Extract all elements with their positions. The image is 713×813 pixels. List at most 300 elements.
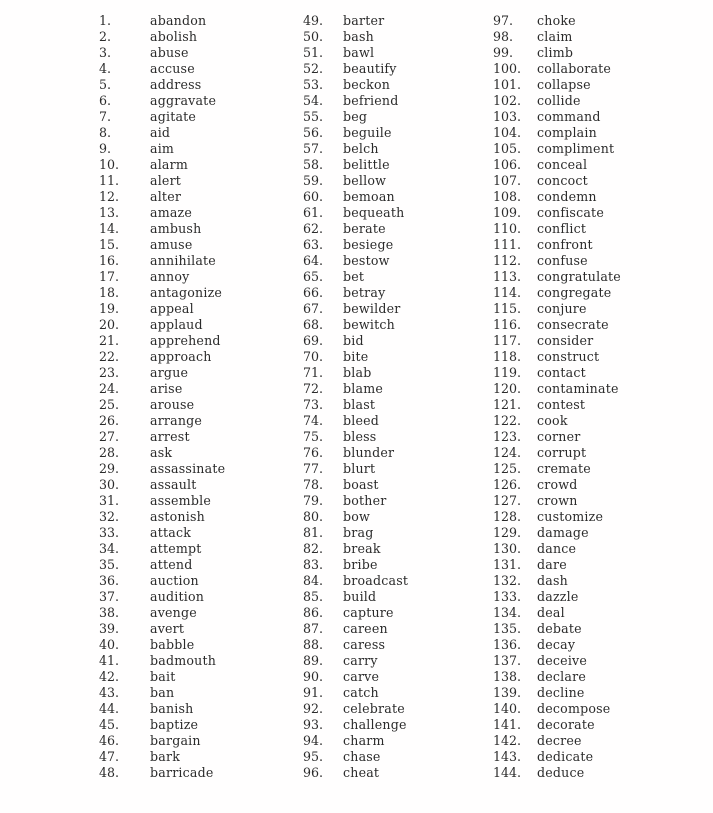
item-word: beckon xyxy=(343,77,391,92)
list-item xyxy=(493,621,621,637)
list-item xyxy=(99,141,225,157)
list-item xyxy=(99,589,225,605)
item-number: 15. xyxy=(99,237,120,252)
item-number: 43. xyxy=(99,685,120,700)
list-item xyxy=(99,637,225,653)
list-item xyxy=(99,109,225,125)
item-word: bewitch xyxy=(343,317,395,332)
item-number: 98. xyxy=(493,29,514,44)
item-number: 141. xyxy=(493,717,522,732)
item-word: contest xyxy=(537,397,586,412)
item-word: conflict xyxy=(537,221,587,236)
list-item xyxy=(493,237,621,253)
list-item xyxy=(303,301,408,317)
list-item xyxy=(493,301,621,317)
list-item xyxy=(303,29,408,45)
list-item xyxy=(303,621,408,637)
item-number: 17. xyxy=(99,269,120,284)
list-item xyxy=(99,429,225,445)
item-word: break xyxy=(343,541,381,556)
item-word: decree xyxy=(537,733,582,748)
item-number: 56. xyxy=(303,125,324,140)
item-word: bash xyxy=(343,29,374,44)
list-item xyxy=(493,77,621,93)
item-number: 133. xyxy=(493,589,522,604)
item-number: 12. xyxy=(99,189,120,204)
item-word: bewilder xyxy=(343,301,401,316)
item-word: dedicate xyxy=(537,749,594,764)
item-number: 70. xyxy=(303,349,324,364)
item-number: 85. xyxy=(303,589,324,604)
item-word: command xyxy=(537,109,601,124)
item-number: 136. xyxy=(493,637,522,652)
list-item xyxy=(303,541,408,557)
item-number: 39. xyxy=(99,621,120,636)
item-word: decay xyxy=(537,637,576,652)
item-number: 26. xyxy=(99,413,120,428)
item-number: 28. xyxy=(99,445,120,460)
item-word: collaborate xyxy=(537,61,612,76)
list-item xyxy=(493,269,621,285)
item-number: 52. xyxy=(303,61,324,76)
item-word: crowd xyxy=(537,477,578,492)
item-word: compliment xyxy=(537,141,615,156)
item-word: bawl xyxy=(343,45,375,60)
item-word: choke xyxy=(537,13,576,28)
list-item xyxy=(99,45,225,61)
item-word: damage xyxy=(537,525,589,540)
item-number: 81. xyxy=(303,525,324,540)
item-word: arise xyxy=(150,381,183,396)
item-word: belittle xyxy=(343,157,390,172)
list-item xyxy=(493,637,621,653)
list-item xyxy=(99,269,225,285)
item-number: 19. xyxy=(99,301,120,316)
list-item xyxy=(303,733,408,749)
item-word: babble xyxy=(150,637,195,652)
item-number: 32. xyxy=(99,509,120,524)
list-item xyxy=(303,365,408,381)
item-number: 90. xyxy=(303,669,324,684)
item-word: applaud xyxy=(150,317,203,332)
list-item xyxy=(303,493,408,509)
list-item xyxy=(303,749,408,765)
list-item xyxy=(303,349,408,365)
list-item xyxy=(493,157,621,173)
list-item xyxy=(303,429,408,445)
item-number: 66. xyxy=(303,285,324,300)
list-item xyxy=(493,733,621,749)
item-number: 7. xyxy=(99,109,112,124)
item-number: 100. xyxy=(493,61,522,76)
list-item xyxy=(99,381,225,397)
item-number: 18. xyxy=(99,285,120,300)
item-word: contact xyxy=(537,365,586,380)
item-word: avenge xyxy=(150,605,197,620)
item-word: deceive xyxy=(537,653,588,668)
item-word: attack xyxy=(150,525,192,540)
list-item xyxy=(493,461,621,477)
item-number: 57. xyxy=(303,141,324,156)
item-word: charm xyxy=(343,733,385,748)
list-item xyxy=(493,205,621,221)
item-number: 49. xyxy=(303,13,324,28)
list-item xyxy=(493,701,621,717)
item-number: 55. xyxy=(303,109,324,124)
item-number: 131. xyxy=(493,557,522,572)
item-number: 118. xyxy=(493,349,522,364)
list-item xyxy=(99,669,225,685)
list-item xyxy=(99,221,225,237)
item-number: 111. xyxy=(493,237,522,252)
list-item xyxy=(493,445,621,461)
item-word: betray xyxy=(343,285,386,300)
item-word: bite xyxy=(343,349,369,364)
item-word: consider xyxy=(537,333,594,348)
list-item xyxy=(493,397,621,413)
item-number: 22. xyxy=(99,349,120,364)
item-word: decorate xyxy=(537,717,595,732)
item-word: chase xyxy=(343,749,381,764)
list-item xyxy=(99,173,225,189)
item-word: auction xyxy=(150,573,199,588)
list-item xyxy=(493,717,621,733)
list-item xyxy=(303,189,408,205)
item-word: avert xyxy=(150,621,185,636)
item-number: 84. xyxy=(303,573,324,588)
item-number: 101. xyxy=(493,77,522,92)
item-number: 8. xyxy=(99,125,112,140)
item-word: ambush xyxy=(150,221,202,236)
item-word: dash xyxy=(537,573,568,588)
item-word: aim xyxy=(150,141,175,156)
item-number: 143. xyxy=(493,749,522,764)
item-word: blame xyxy=(343,381,383,396)
list-item xyxy=(99,733,225,749)
list-item xyxy=(303,173,408,189)
item-word: blast xyxy=(343,397,376,412)
item-word: confront xyxy=(537,237,593,252)
item-number: 87. xyxy=(303,621,324,636)
item-word: declare xyxy=(537,669,586,684)
item-word: abandon xyxy=(150,13,207,28)
item-number: 102. xyxy=(493,93,522,108)
item-number: 38. xyxy=(99,605,120,620)
list-item xyxy=(493,749,621,765)
list-item xyxy=(99,349,225,365)
item-number: 115. xyxy=(493,301,522,316)
item-word: arouse xyxy=(150,397,195,412)
list-item xyxy=(99,157,225,173)
item-number: 45. xyxy=(99,717,120,732)
list-item xyxy=(99,701,225,717)
list-item xyxy=(303,77,408,93)
list-item xyxy=(303,157,408,173)
item-number: 46. xyxy=(99,733,120,748)
item-word: contaminate xyxy=(537,381,619,396)
item-number: 37. xyxy=(99,589,120,604)
list-item xyxy=(99,445,225,461)
item-number: 105. xyxy=(493,141,522,156)
item-word: arrange xyxy=(150,413,203,428)
item-word: bargain xyxy=(150,733,201,748)
item-number: 77. xyxy=(303,461,324,476)
item-word: dazzle xyxy=(537,589,579,604)
item-word: collide xyxy=(537,93,581,108)
list-item xyxy=(493,573,621,589)
list-item xyxy=(99,333,225,349)
item-word: debate xyxy=(537,621,582,636)
item-number: 50. xyxy=(303,29,324,44)
item-word: bait xyxy=(150,669,176,684)
item-word: bemoan xyxy=(343,189,395,204)
item-word: aggravate xyxy=(150,93,217,108)
list-item xyxy=(99,13,225,29)
item-word: assault xyxy=(150,477,197,492)
list-item xyxy=(99,765,225,781)
list-item xyxy=(303,269,408,285)
list-item xyxy=(493,61,621,77)
item-word: capture xyxy=(343,605,394,620)
item-number: 121. xyxy=(493,397,522,412)
list-item xyxy=(303,525,408,541)
item-word: argue xyxy=(150,365,189,380)
list-item xyxy=(303,285,408,301)
item-word: construct xyxy=(537,349,600,364)
item-number: 72. xyxy=(303,381,324,396)
word-list-column-3 xyxy=(493,13,621,781)
item-word: conjure xyxy=(537,301,587,316)
item-word: appeal xyxy=(150,301,194,316)
item-word: befriend xyxy=(343,93,399,108)
list-item xyxy=(493,669,621,685)
item-word: boast xyxy=(343,477,379,492)
item-word: abuse xyxy=(150,45,189,60)
list-item xyxy=(99,189,225,205)
item-number: 129. xyxy=(493,525,522,540)
list-item xyxy=(99,685,225,701)
list-item xyxy=(99,61,225,77)
item-number: 106. xyxy=(493,157,522,172)
list-item xyxy=(493,285,621,301)
item-word: bribe xyxy=(343,557,378,572)
word-list-column-2 xyxy=(303,13,408,781)
item-word: bow xyxy=(343,509,371,524)
item-word: beguile xyxy=(343,125,392,140)
item-word: apprehend xyxy=(150,333,221,348)
item-number: 132. xyxy=(493,573,522,588)
list-item xyxy=(493,253,621,269)
item-number: 21. xyxy=(99,333,120,348)
item-word: aid xyxy=(150,125,171,140)
list-item xyxy=(99,125,225,141)
item-number: 23. xyxy=(99,365,120,380)
list-item xyxy=(493,29,621,45)
item-word: corrupt xyxy=(537,445,587,460)
item-number: 120. xyxy=(493,381,522,396)
item-word: claim xyxy=(537,29,573,44)
item-number: 51. xyxy=(303,45,324,60)
list-item xyxy=(493,413,621,429)
item-number: 35. xyxy=(99,557,120,572)
list-item xyxy=(493,493,621,509)
item-word: cheat xyxy=(343,765,380,780)
item-number: 94. xyxy=(303,733,324,748)
list-item xyxy=(99,285,225,301)
list-item xyxy=(303,701,408,717)
list-item xyxy=(303,317,408,333)
list-item xyxy=(99,237,225,253)
item-number: 80. xyxy=(303,509,324,524)
list-item xyxy=(493,189,621,205)
item-word: attend xyxy=(150,557,193,572)
item-word: customize xyxy=(537,509,604,524)
item-number: 88. xyxy=(303,637,324,652)
item-number: 5. xyxy=(99,77,112,92)
list-item xyxy=(99,557,225,573)
item-word: agitate xyxy=(150,109,197,124)
item-number: 30. xyxy=(99,477,120,492)
item-number: 76. xyxy=(303,445,324,460)
item-number: 112. xyxy=(493,253,522,268)
item-number: 113. xyxy=(493,269,522,284)
item-word: catch xyxy=(343,685,379,700)
item-word: bellow xyxy=(343,173,387,188)
item-word: bestow xyxy=(343,253,390,268)
item-number: 109. xyxy=(493,205,522,220)
item-number: 16. xyxy=(99,253,120,268)
list-item xyxy=(99,493,225,509)
list-item xyxy=(303,381,408,397)
list-item xyxy=(493,525,621,541)
list-item xyxy=(493,93,621,109)
list-item xyxy=(303,141,408,157)
list-item xyxy=(303,685,408,701)
item-number: 31. xyxy=(99,493,120,508)
list-item xyxy=(303,61,408,77)
list-item xyxy=(493,173,621,189)
list-item xyxy=(493,557,621,573)
list-item xyxy=(493,13,621,29)
list-item xyxy=(493,109,621,125)
item-number: 119. xyxy=(493,365,522,380)
list-item xyxy=(303,589,408,605)
list-item xyxy=(303,653,408,669)
item-number: 135. xyxy=(493,621,522,636)
item-word: carry xyxy=(343,653,378,668)
item-number: 36. xyxy=(99,573,120,588)
item-number: 13. xyxy=(99,205,120,220)
item-word: berate xyxy=(343,221,386,236)
list-item xyxy=(99,413,225,429)
item-number: 1. xyxy=(99,13,112,28)
item-number: 74. xyxy=(303,413,324,428)
item-number: 69. xyxy=(303,333,324,348)
list-item xyxy=(99,509,225,525)
list-item xyxy=(493,381,621,397)
item-word: bark xyxy=(150,749,181,764)
item-number: 73. xyxy=(303,397,324,412)
item-number: 60. xyxy=(303,189,324,204)
list-item xyxy=(303,477,408,493)
list-item xyxy=(303,461,408,477)
list-item xyxy=(99,205,225,221)
item-word: bequeath xyxy=(343,205,405,220)
item-word: crown xyxy=(537,493,578,508)
item-number: 86. xyxy=(303,605,324,620)
item-number: 124. xyxy=(493,445,522,460)
list-item xyxy=(493,477,621,493)
list-item xyxy=(99,253,225,269)
list-item xyxy=(99,749,225,765)
item-word: decompose xyxy=(537,701,611,716)
item-word: assemble xyxy=(150,493,211,508)
item-number: 96. xyxy=(303,765,324,780)
item-number: 122. xyxy=(493,413,522,428)
item-number: 33. xyxy=(99,525,120,540)
list-item xyxy=(303,557,408,573)
item-word: blurt xyxy=(343,461,376,476)
item-word: conceal xyxy=(537,157,588,172)
item-word: annihilate xyxy=(150,253,216,268)
list-item xyxy=(493,765,621,781)
item-number: 123. xyxy=(493,429,522,444)
item-word: bet xyxy=(343,269,365,284)
item-number: 58. xyxy=(303,157,324,172)
list-item xyxy=(303,237,408,253)
item-word: beg xyxy=(343,109,368,124)
item-number: 54. xyxy=(303,93,324,108)
item-number: 89. xyxy=(303,653,324,668)
list-item xyxy=(303,125,408,141)
item-word: blunder xyxy=(343,445,395,460)
item-number: 140. xyxy=(493,701,522,716)
item-number: 97. xyxy=(493,13,514,28)
item-word: ask xyxy=(150,445,173,460)
item-number: 59. xyxy=(303,173,324,188)
item-number: 128. xyxy=(493,509,522,524)
item-word: attempt xyxy=(150,541,202,556)
list-item xyxy=(493,685,621,701)
list-item xyxy=(99,317,225,333)
list-item xyxy=(303,333,408,349)
item-word: bleed xyxy=(343,413,380,428)
list-item xyxy=(493,333,621,349)
list-item xyxy=(303,637,408,653)
item-number: 110. xyxy=(493,221,522,236)
list-item xyxy=(493,141,621,157)
item-number: 104. xyxy=(493,125,522,140)
list-item xyxy=(303,13,408,29)
item-word: amuse xyxy=(150,237,193,252)
item-word: congratulate xyxy=(537,269,621,284)
item-number: 138. xyxy=(493,669,522,684)
item-number: 6. xyxy=(99,93,112,108)
item-number: 11. xyxy=(99,173,120,188)
list-item xyxy=(493,365,621,381)
list-item xyxy=(303,205,408,221)
item-number: 99. xyxy=(493,45,514,60)
item-word: confuse xyxy=(537,253,588,268)
item-word: challenge xyxy=(343,717,407,732)
item-word: banish xyxy=(150,701,194,716)
item-number: 4. xyxy=(99,61,112,76)
item-number: 79. xyxy=(303,493,324,508)
list-item xyxy=(303,93,408,109)
list-item xyxy=(99,717,225,733)
list-item xyxy=(493,317,621,333)
list-item xyxy=(99,573,225,589)
